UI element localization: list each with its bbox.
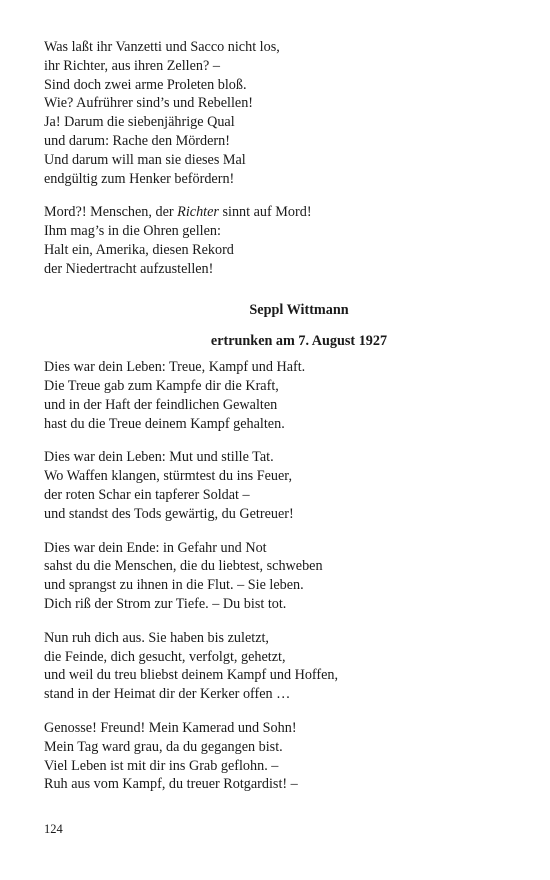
verse-line: Halt ein, Amerika, diesen Rekord — [44, 241, 234, 258]
verse-line: Dies war dein Leben: Mut und stille Tat. — [44, 449, 274, 466]
verse-line: und in der Haft der feindlichen Gewalten — [44, 396, 278, 413]
poem-title: Seppl Wittmann — [249, 301, 349, 318]
emphasized-word: Richter — [177, 204, 219, 221]
verse-line: ihr Richter, aus ihren Zellen? – — [44, 57, 220, 74]
page-number: 124 — [44, 822, 63, 836]
verse-line: Dies war dein Ende: in Gefahr und Not — [44, 539, 267, 556]
verse-line — [44, 203, 514, 222]
verse-line: Wo Waffen klangen, stürmtest du ins Feuer, — [44, 468, 293, 485]
poem-2-stanza-2 — [44, 448, 514, 523]
verse-line: Ja! Darum die siebenjährige Qual — [44, 114, 235, 131]
verse-line: stand in der Heimat dir der Kerker offen … — [44, 686, 291, 703]
verse-line: sahst du die Menschen, die du liebtest, schweben — [44, 558, 323, 575]
poem-1-stanza-2 — [44, 203, 514, 278]
verse-line: die Feinde, dich gesucht, verfolgt, gehetzt, — [44, 648, 286, 665]
verse-text: sinnt auf Mord! — [218, 204, 312, 221]
verse-line: endgültig zum Henker befördern! — [44, 170, 235, 187]
poem-subtitle: ertrunken am 7. August 1927 — [210, 333, 388, 350]
verse-line: Ihm mag’s in die Ohren gellen: — [44, 223, 221, 240]
verse-line: Viel Leben ist mit dir ins Grab geflohn. – — [44, 757, 279, 774]
verse-text: Mord?! Menschen, der — [44, 204, 178, 221]
verse-line: Ruh aus vom Kampf, du treuer Rotgardist! – — [44, 776, 298, 793]
verse-line: Genosse! Freund! Mein Kamerad und Sohn! — [44, 719, 297, 736]
poem-2-stanza-1 — [44, 358, 514, 433]
verse-line: Nun ruh dich aus. Sie haben bis zuletzt, — [44, 629, 269, 646]
verse-line: Dies war dein Leben: Treue, Kampf und Haft. — [44, 359, 306, 376]
poem-2-stanza-4 — [44, 629, 514, 704]
book-page — [44, 38, 514, 809]
verse-line: hast du die Treue deinem Kampf gehalten. — [44, 415, 285, 432]
verse-line: Mein Tag ward grau, da du gegangen bist. — [44, 738, 283, 755]
verse-line: Die Treue gab zum Kampfe dir die Kraft, — [44, 377, 279, 394]
verse-line: Was laßt ihr Vanzetti und Sacco nicht los, — [44, 39, 280, 55]
verse-line: und weil du treu bliebst deinem Kampf und Hoffen, — [44, 667, 339, 684]
verse-line: und darum: Rache den Mördern! — [44, 132, 230, 149]
verse-line: Sind doch zwei arme Proleten bloß. — [44, 76, 247, 93]
verse-line: und standst des Tods gewärtig, du Getreuer! — [44, 505, 294, 522]
verse-line: der Niedertracht aufzustellen! — [44, 260, 214, 277]
verse-line: Dich riß der Strom zur Tiefe. – Du bist tot. — [44, 595, 287, 612]
verse-line: und sprangst zu ihnen in die Flut. – Sie leben. — [44, 577, 304, 594]
poem-1-stanza-1 — [44, 38, 514, 188]
verse-line: der roten Schar ein tapferer Soldat – — [44, 486, 250, 503]
poem-2-stanza-3 — [44, 539, 514, 614]
verse-line: Wie? Aufrührer sind’s und Rebellen! — [44, 95, 254, 112]
poem-2-stanza-5 — [44, 719, 514, 794]
verse-line: Und darum will man sie dieses Mal — [44, 151, 246, 168]
